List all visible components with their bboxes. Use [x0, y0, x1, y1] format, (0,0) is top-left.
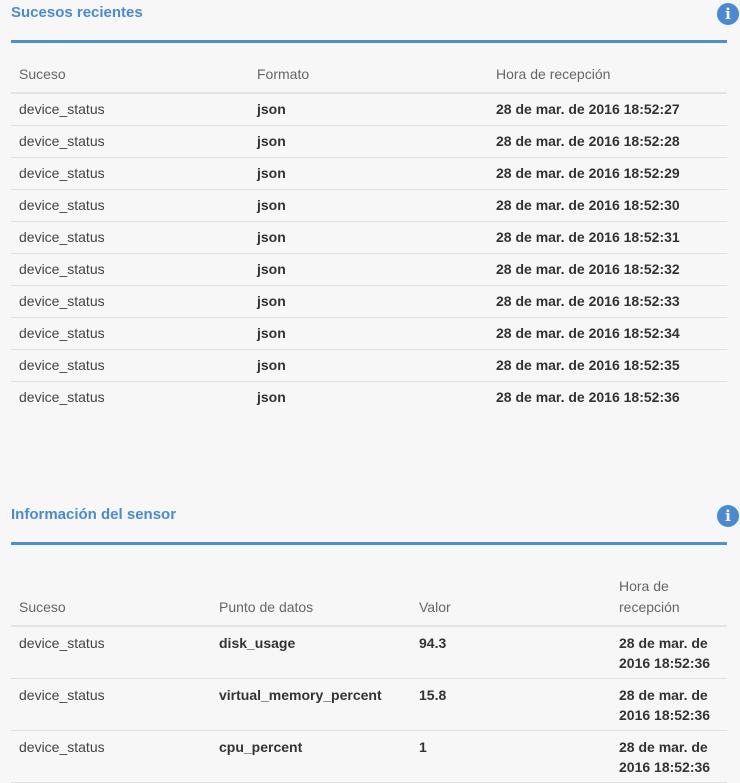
time-cell: 28 de mar. de 2016 18:52:28	[488, 125, 727, 157]
time-cell: 28 de mar. de 2016 18:52:30	[488, 189, 727, 221]
table-row[interactable]	[11, 253, 727, 285]
time-cell: 28 de mar. de 2016 18:52:27	[488, 93, 727, 125]
time-cell: 28 de mar. de 2016 18:52:36	[496, 389, 680, 406]
table-row[interactable]	[11, 157, 727, 189]
datapoint-cell: disk_usage	[211, 626, 411, 678]
recent-events-title: Sucesos recientes	[11, 4, 143, 21]
format-cell: json	[249, 349, 488, 381]
time-cell: 28 de mar. de 2016 18:52:33	[488, 285, 727, 317]
format-cell: json	[249, 189, 488, 221]
format-cell: json	[249, 93, 488, 125]
table-row[interactable]	[11, 285, 727, 317]
event-cell: device_status	[11, 253, 249, 285]
info-icon[interactable]: i	[717, 505, 739, 527]
event-cell: device_status	[11, 285, 249, 317]
table-row[interactable]	[11, 93, 727, 125]
table-row[interactable]	[11, 349, 727, 381]
format-cell: json	[249, 221, 488, 253]
column-header-event[interactable]: Suceso	[11, 576, 211, 626]
recent-events-table	[11, 64, 727, 413]
value-cell: 1	[411, 730, 611, 782]
sensor-info-panel	[0, 502, 740, 775]
time-cell: 28 de mar. de 2016 18:52:29	[488, 157, 727, 189]
column-header-value[interactable]: Valor	[411, 576, 611, 626]
time-cell: 28 de mar. de 2016 18:52:36	[611, 626, 727, 678]
time-cell: 28 de mar. de 2016 18:52:36	[611, 678, 727, 730]
column-header-time[interactable]: Hora de recepción	[488, 64, 727, 93]
event-cell: device_status	[11, 221, 249, 253]
table-row[interactable]	[11, 626, 727, 678]
event-cell: device_status	[11, 317, 249, 349]
table-row[interactable]	[11, 317, 727, 349]
format-cell: json	[249, 253, 488, 285]
value-cell: 15.8	[411, 678, 611, 730]
event-cell: device_status	[11, 157, 249, 189]
sensor-info-header	[11, 502, 731, 545]
column-header-format[interactable]: Formato	[249, 64, 488, 93]
recent-events-header	[11, 0, 731, 43]
time-cell: 28 de mar. de 2016 18:52:35	[488, 349, 727, 381]
value-cell: 94.3	[411, 626, 611, 678]
event-cell: device_status	[11, 189, 249, 221]
table-row[interactable]	[11, 678, 727, 730]
event-cell: device_status	[11, 678, 211, 730]
info-icon[interactable]: i	[717, 3, 739, 25]
format-cell: json	[249, 125, 488, 157]
table-row[interactable]	[11, 730, 727, 782]
time-cell: 28 de mar. de 2016 18:52:32	[488, 253, 727, 285]
column-header-time[interactable]: Hora de recepción	[611, 576, 727, 626]
format-cell: json	[257, 389, 286, 406]
time-cell: 28 de mar. de 2016 18:52:34	[488, 317, 727, 349]
datapoint-cell: virtual_memory_percent	[211, 678, 411, 730]
table-header-row	[11, 576, 727, 626]
event-cell: device_status	[19, 389, 105, 406]
format-cell: json	[249, 157, 488, 189]
event-cell: device_status	[11, 125, 249, 157]
column-header-event[interactable]: Suceso	[11, 64, 249, 93]
event-cell: device_status	[11, 626, 211, 678]
sensor-info-table	[11, 576, 727, 783]
table-row[interactable]	[11, 125, 727, 157]
datapoint-cell: cpu_percent	[211, 730, 411, 782]
format-cell: json	[249, 285, 488, 317]
time-cell: 28 de mar. de 2016 18:52:36	[611, 730, 727, 782]
sensor-info-title: Información del sensor	[11, 506, 177, 523]
event-cell: device_status	[11, 730, 211, 782]
column-header-datapoint[interactable]: Punto de datos	[211, 576, 411, 626]
table-row[interactable]	[11, 381, 727, 413]
event-cell: device_status	[11, 349, 249, 381]
table-row[interactable]	[11, 189, 727, 221]
table-header-row	[11, 64, 727, 93]
event-cell: device_status	[11, 93, 249, 125]
time-cell: 28 de mar. de 2016 18:52:31	[488, 221, 727, 253]
table-row[interactable]	[11, 221, 727, 253]
format-cell: json	[249, 317, 488, 349]
